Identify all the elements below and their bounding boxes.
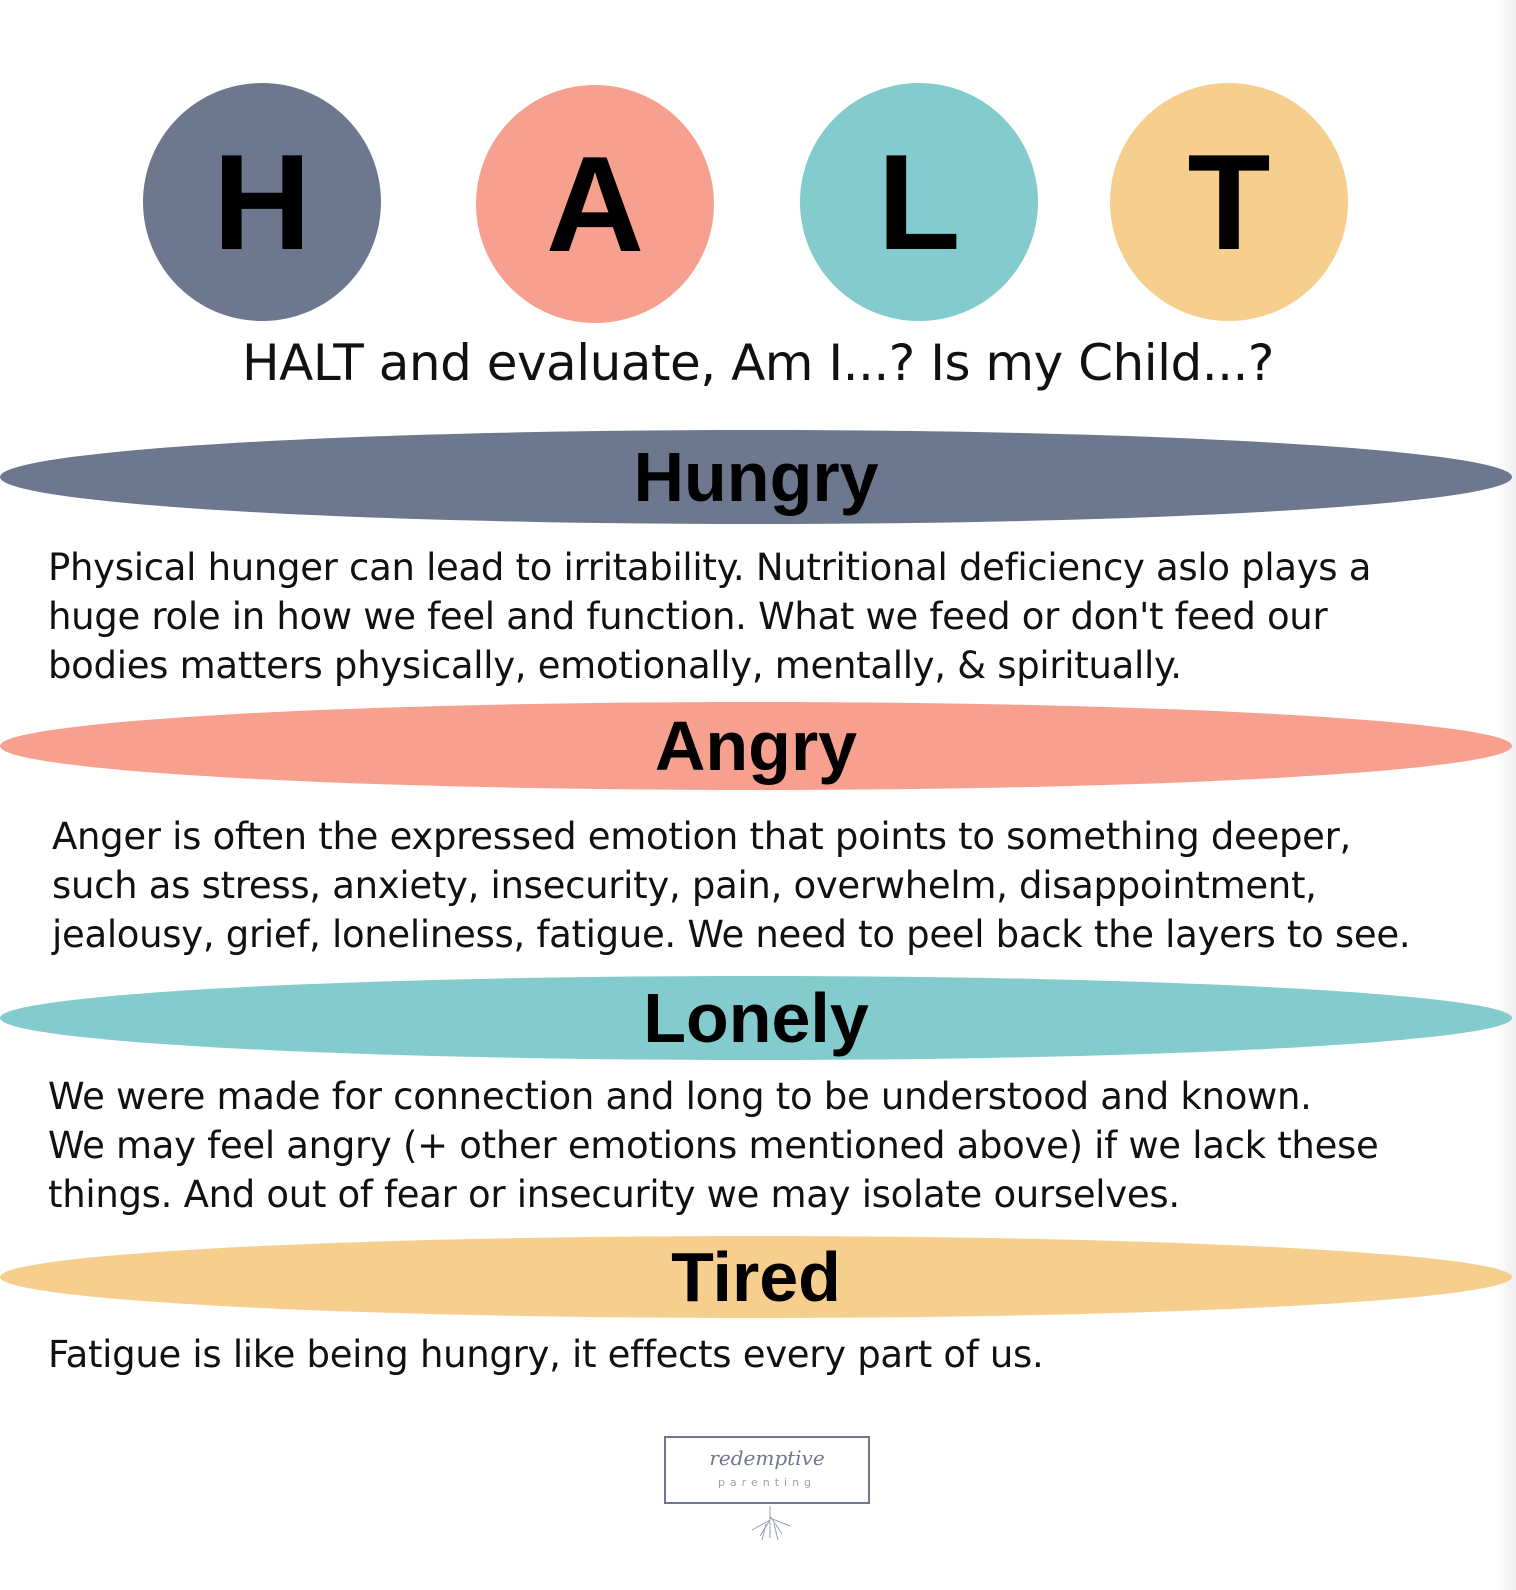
- lonely-line-1: We were made for connection and long to be understood and known.: [48, 1075, 1312, 1118]
- tired-line-1: Fatigue is like being hungry, it effects every part of us.: [48, 1333, 1044, 1376]
- angry-line-3: jealousy, grief, loneliness, fatigue. We need to peel back the layers to see.: [52, 913, 1411, 956]
- circle-h: [143, 83, 381, 321]
- letter-l: L: [877, 126, 961, 278]
- halt-letter-circles: [0, 0, 1516, 330]
- angry-line-2: such as stress, anxiety, insecurity, pain, overwhelm, disappointment,: [52, 864, 1317, 907]
- angry-description: [52, 812, 1492, 959]
- circle-a: [476, 85, 714, 323]
- tired-description: [48, 1330, 1488, 1379]
- hungry-line-3: bodies matters physically, emotionally, mentally, & spiritually.: [48, 644, 1182, 687]
- angry-title: Angry: [654, 707, 858, 785]
- letter-h: H: [212, 126, 312, 278]
- hungry-line-2: huge role in how we feel and function. What we feed or don't feed our: [48, 595, 1328, 638]
- letter-t: T: [1187, 126, 1271, 278]
- tired-title: Tired: [671, 1238, 841, 1316]
- lonely-description: [48, 1072, 1488, 1219]
- letter-a: A: [545, 128, 645, 280]
- logo-title: redemptive: [709, 1446, 825, 1470]
- roots-icon: [730, 1506, 810, 1542]
- angry-banner: [0, 702, 1512, 790]
- lonely-title: Lonely: [643, 979, 869, 1057]
- lonely-line-2: We may feel angry (+ other emotions mentioned above) if we lack these: [48, 1124, 1379, 1167]
- hungry-line-1: Physical hunger can lead to irritability. Nutritional deficiency aslo plays a: [48, 546, 1372, 589]
- tired-banner: [0, 1236, 1512, 1318]
- hungry-banner: [0, 430, 1512, 524]
- logo-frame: [664, 1436, 870, 1504]
- lonely-line-3: things. And out of fear or insecurity we may isolate ourselves.: [48, 1173, 1180, 1216]
- hungry-description: [48, 543, 1488, 690]
- circle-t: [1110, 83, 1348, 321]
- lonely-banner: [0, 976, 1512, 1060]
- logo-subtitle: parenting: [717, 1476, 817, 1489]
- subtitle: HALT and evaluate, Am I...? Is my Child...?: [242, 334, 1274, 392]
- angry-line-1: Anger is often the expressed emotion that points to something deeper,: [52, 815, 1351, 858]
- hungry-title: Hungry: [633, 438, 879, 516]
- circle-l: [800, 83, 1038, 321]
- redemptive-parenting-logo: [660, 1436, 880, 1546]
